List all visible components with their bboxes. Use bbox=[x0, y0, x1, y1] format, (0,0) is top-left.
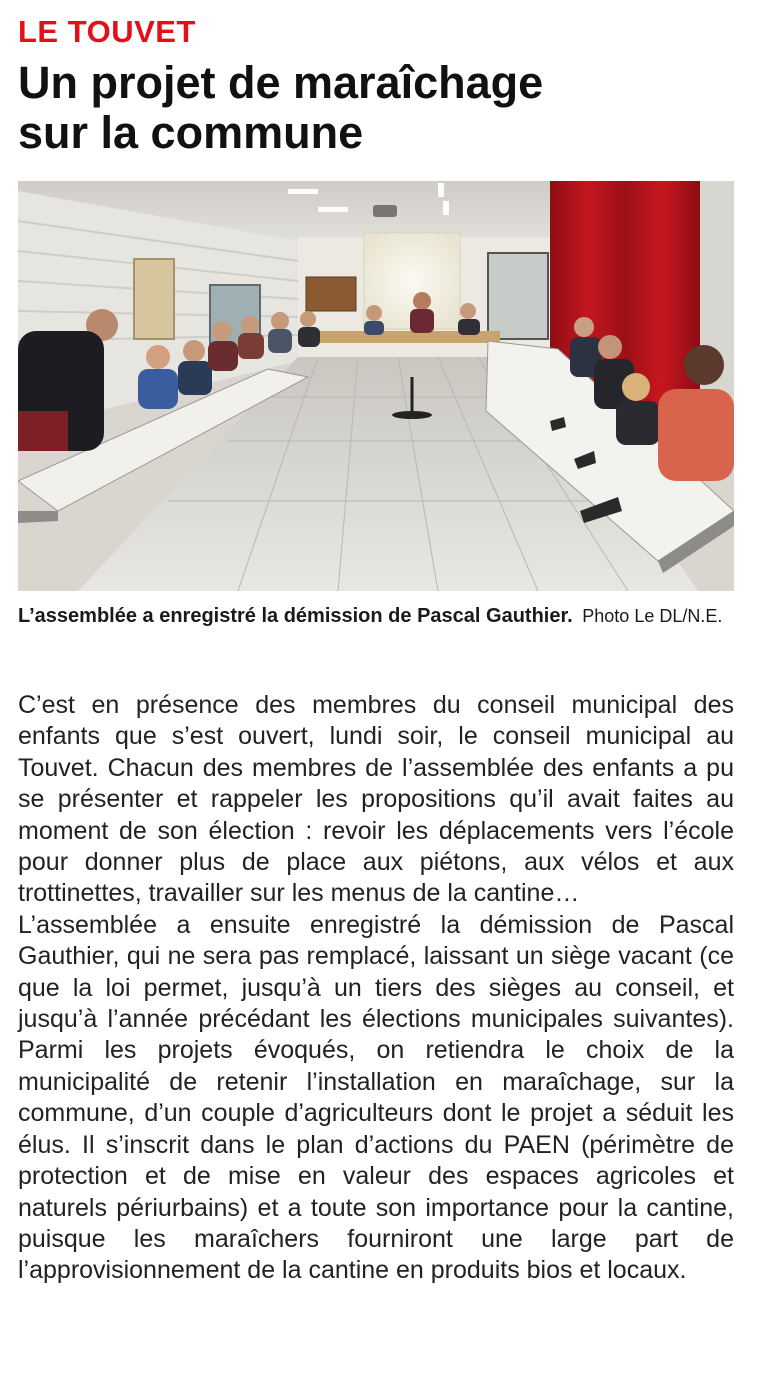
section-kicker: LE TOUVET bbox=[18, 14, 196, 49]
paragraph-1: C’est en présence des membres du conseil municipal des enfants que s’est ouvert, lundi soir, le conseil municipal au Touvet. Chacun des membres de l’assemblée des enfants a pu se présenter et rappeler les propositions qu’il avait faites au moment de son élection : revoir les déplacements vers l’école pour donner plus de place aux piétons, aux vélos et aux trottinettes, travailler sur les menus de la cantine… bbox=[18, 691, 734, 908]
article-headline bbox=[18, 58, 748, 158]
photo-credit: Photo Le DL/N.E. bbox=[582, 606, 723, 626]
headline-line-2: sur la commune bbox=[18, 107, 364, 158]
headline-line-1: Un projet de maraîchage bbox=[18, 57, 544, 108]
caption-text: L’assemblée a enregistré la démission de Pascal Gauthier. bbox=[18, 605, 573, 627]
paragraph-2: L’assemblée a ensuite enregistré la démission de Pascal Gauthier, qui ne sera pas remplacé, laissant un siège vacant (ce que la loi permet, jusqu’à un tiers des sièges au conseil, et jusqu’à l’année précédant les élections municipales suivantes). Parmi les projets évoqués, on retiendra le choix de la municipalité de retenir l’installation en maraîchage, sur la commune, d’un couple d’agriculteurs dont le projet a séduit les élus. Il s’inscrit dans le plan d’actions du PAEN (périmètre de protection et de mise en valeur des espaces agricoles et naturels périurbains) et a toute son importance pour la cantine, puisque les maraîchers fourniront une large part de l’approvisionnement de la cantine en produits bios et locaux. bbox=[18, 910, 734, 1285]
article-photo bbox=[18, 181, 734, 591]
photo-caption bbox=[18, 602, 738, 630]
article-body bbox=[18, 690, 734, 1287]
